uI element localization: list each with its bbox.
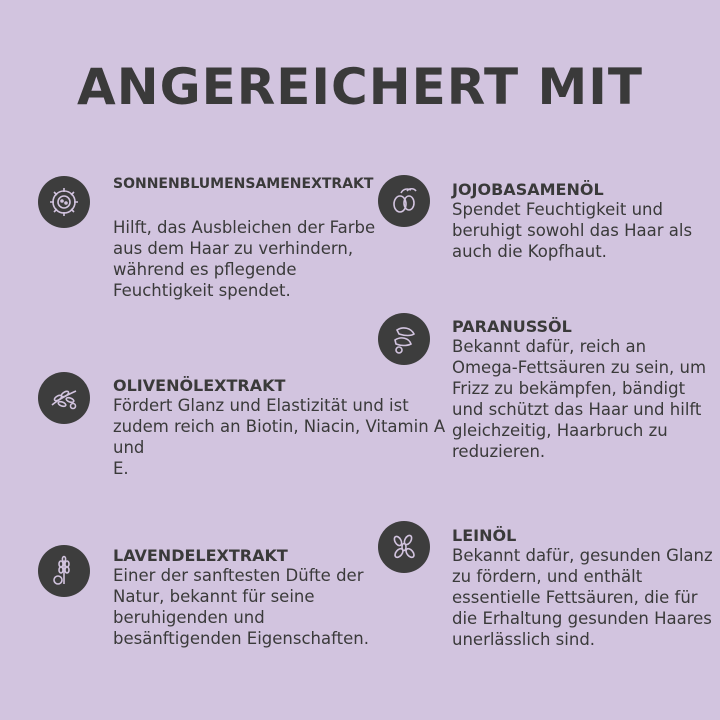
ingredient-paranuss [452, 317, 720, 462]
brazil-nut-icon [378, 313, 430, 365]
sunflower-icon [38, 176, 90, 228]
ingredient-description: Hilft, das Ausbleichen der Farbe aus dem Haar zu verhindern, während es pflegende Feuchtigkeit spendet. [113, 218, 376, 300]
ingredient-name: JOJOBASAMENÖL [452, 180, 604, 199]
olive-branch-icon [38, 372, 90, 424]
ingredient-sunflower [113, 176, 413, 301]
jojoba-seed-icon [378, 175, 430, 227]
ingredient-name: PARANUSSÖL [452, 317, 572, 336]
ingredient-olive [113, 376, 453, 479]
flaxseed-icon [378, 521, 430, 573]
ingredient-name: SONNENBLUMENSAMENEXTRAKT [113, 176, 374, 192]
ingredient-name: OLIVENÖLEXTRAKT [113, 376, 286, 395]
ingredient-name: LAVENDELEXTRAKT [113, 546, 288, 565]
ingredient-description: Bekannt dafür, reich an Omega-Fettsäuren zu sein, um Frizz zu bekämpfen, bändigt und schützt das Haar und hilft gleichzeitig, Haarbruch zu reduzieren. [452, 337, 707, 461]
ingredient-jojoba [452, 180, 720, 262]
ingredient-description: Einer der sanftesten Düfte der Natur, bekannt für seine beruhigenden und besänftigenden Eigenschaften. [113, 566, 369, 648]
ingredient-name: LEINÖL [452, 526, 517, 545]
lavender-icon [38, 545, 90, 597]
ingredient-description: Fördert Glanz und Elastizität und ist zudem reich an Biotin, Niacin, Vitamin A und E. [113, 396, 446, 478]
ingredient-description: Bekannt dafür, gesunden Glanz zu fördern, und enthält essentielle Fettsäuren, die für die Erhaltung gesunden Haares unerlässlich sind. [452, 546, 713, 649]
ingredient-leinoel [452, 526, 720, 650]
ingredient-description: Spendet Feuchtigkeit und beruhigt sowohl das Haar als auch die Kopfhaut. [452, 200, 693, 261]
page-title: ANGEREICHERT MIT [77, 58, 643, 116]
